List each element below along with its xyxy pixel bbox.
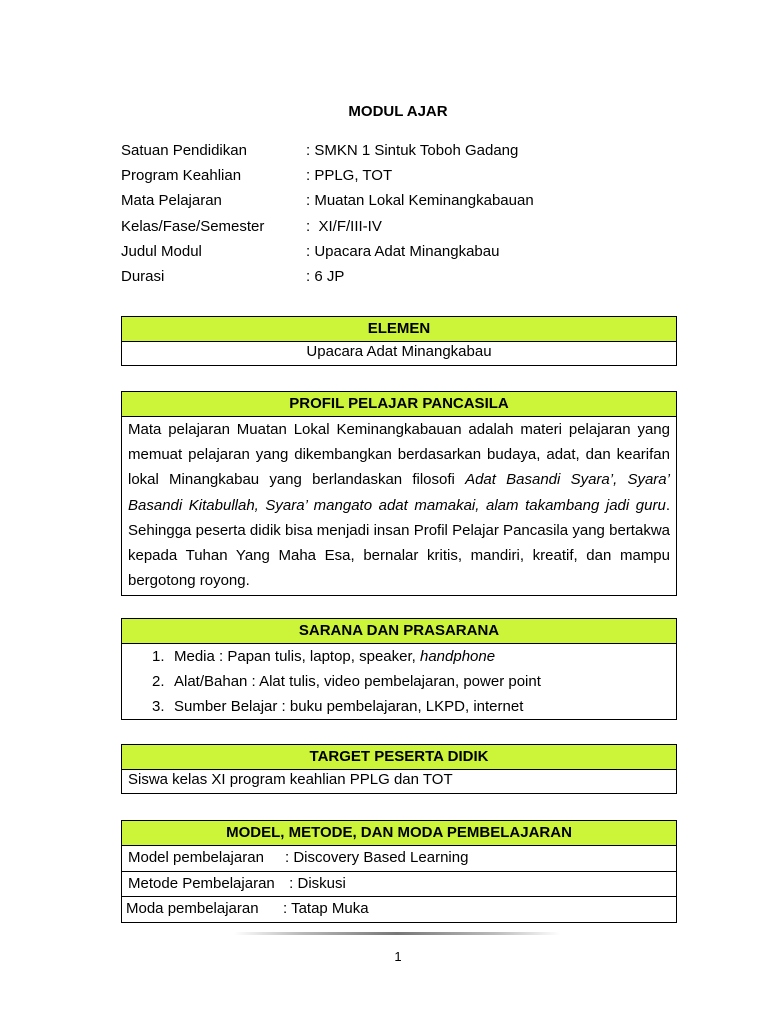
model-value: : Discovery Based Learning [285,849,469,866]
model-label: Moda pembelajaran [126,900,259,917]
meta-label: Judul Modul [121,242,202,260]
target-text: Siswa kelas XI program keahlian PPLG dan TOT [128,771,453,788]
sarana-section [121,618,677,720]
list-item [122,644,676,669]
meta-value: : PPLG, TOT [306,167,393,185]
meta-row [121,239,534,264]
list-text-italic: handphone [419,648,496,665]
profil-philosophy: Adat Basandi Syara’, Syara’ Basandi Kitabullah, Syara’ mangato adat mamakai, alam takambang jadi guru [128,471,670,514]
model-section [121,820,677,923]
meta-row [121,138,534,163]
document-title: MODUL AJAR [348,103,448,120]
meta-label: Mata Pelajaran [121,192,222,210]
list-text [152,648,495,665]
meta-row [121,214,534,239]
elemen-section [121,316,677,366]
model-label: Model pembelajaran [128,849,264,866]
sarana-heading: SARANA DAN PRASARANA [122,619,676,644]
list-text-main: Media : Papan tulis, laptop, speaker, [174,648,420,665]
meta-label: Program Keahlian [121,167,242,185]
meta-row [121,264,534,289]
meta-row [121,163,534,188]
meta-value: : Muatan Lokal Keminangkabauan [306,192,534,210]
meta-value: : SMKN 1 Sintuk Toboh Gadang [306,142,519,160]
profil-heading: PROFIL PELAJAR PANCASILA [122,392,676,417]
profil-text-part: Mata pelajaran Muatan Lokal Keminangkabauan adalah materi pelajaran yang memuat pelajaran yang dikembangkan berdasarkan budaya, adat, dan kearifan lokal Minangkabau yang berlandaskan filosofi [128,421,670,489]
meta-label: Durasi [121,268,165,286]
meta-value: : Upacara Adat Minangkabau [306,242,500,260]
list-number: 3. [152,698,165,715]
elemen-text: Upacara Adat Minangkabau [306,343,492,360]
meta-row [121,188,534,213]
model-value: : Diskusi [285,874,346,892]
list-item [122,669,676,694]
page-number: 1 [394,949,402,964]
footer-divider [234,932,560,935]
meta-value: : XI/F/III-IV [306,217,382,235]
meta-label: Kelas/Fase/Semester [121,217,265,235]
profil-section [121,391,677,596]
model-rows [122,846,676,922]
elemen-heading: ELEMEN [122,317,676,342]
sarana-list [122,644,676,719]
meta-value: : 6 JP [306,268,345,286]
meta-label: Satuan Pendidikan [121,142,247,160]
list-text: Alat/Bahan : Alat tulis, video pembelajaran, power point [174,673,541,690]
model-row [122,871,676,897]
model-heading: MODEL, METODE, DAN MODA PEMBELAJARAN [122,821,676,846]
model-row [122,896,676,922]
list-number: 2. [152,673,165,690]
list-number: 1. [152,648,165,665]
list-text: Sumber Belajar : buku pembelajaran, LKPD, internet [174,698,524,715]
model-value: : Tatap Muka [283,900,369,917]
model-row [122,846,676,871]
list-item [122,694,676,719]
module-info [121,138,534,289]
profil-text-part: . Sehingga peserta didik bisa menjadi insan Profil Pelajar Pancasila yang bertakwa kepada Tuhan Yang Maha Esa, bernalar kritis, mandiri, kreatif, dan mampu bergotong royong. [128,496,670,590]
target-section [121,744,677,794]
model-label: Metode Pembelajaran [128,874,275,892]
target-heading: TARGET PESERTA DIDIK [122,745,676,770]
profil-text [122,417,676,595]
